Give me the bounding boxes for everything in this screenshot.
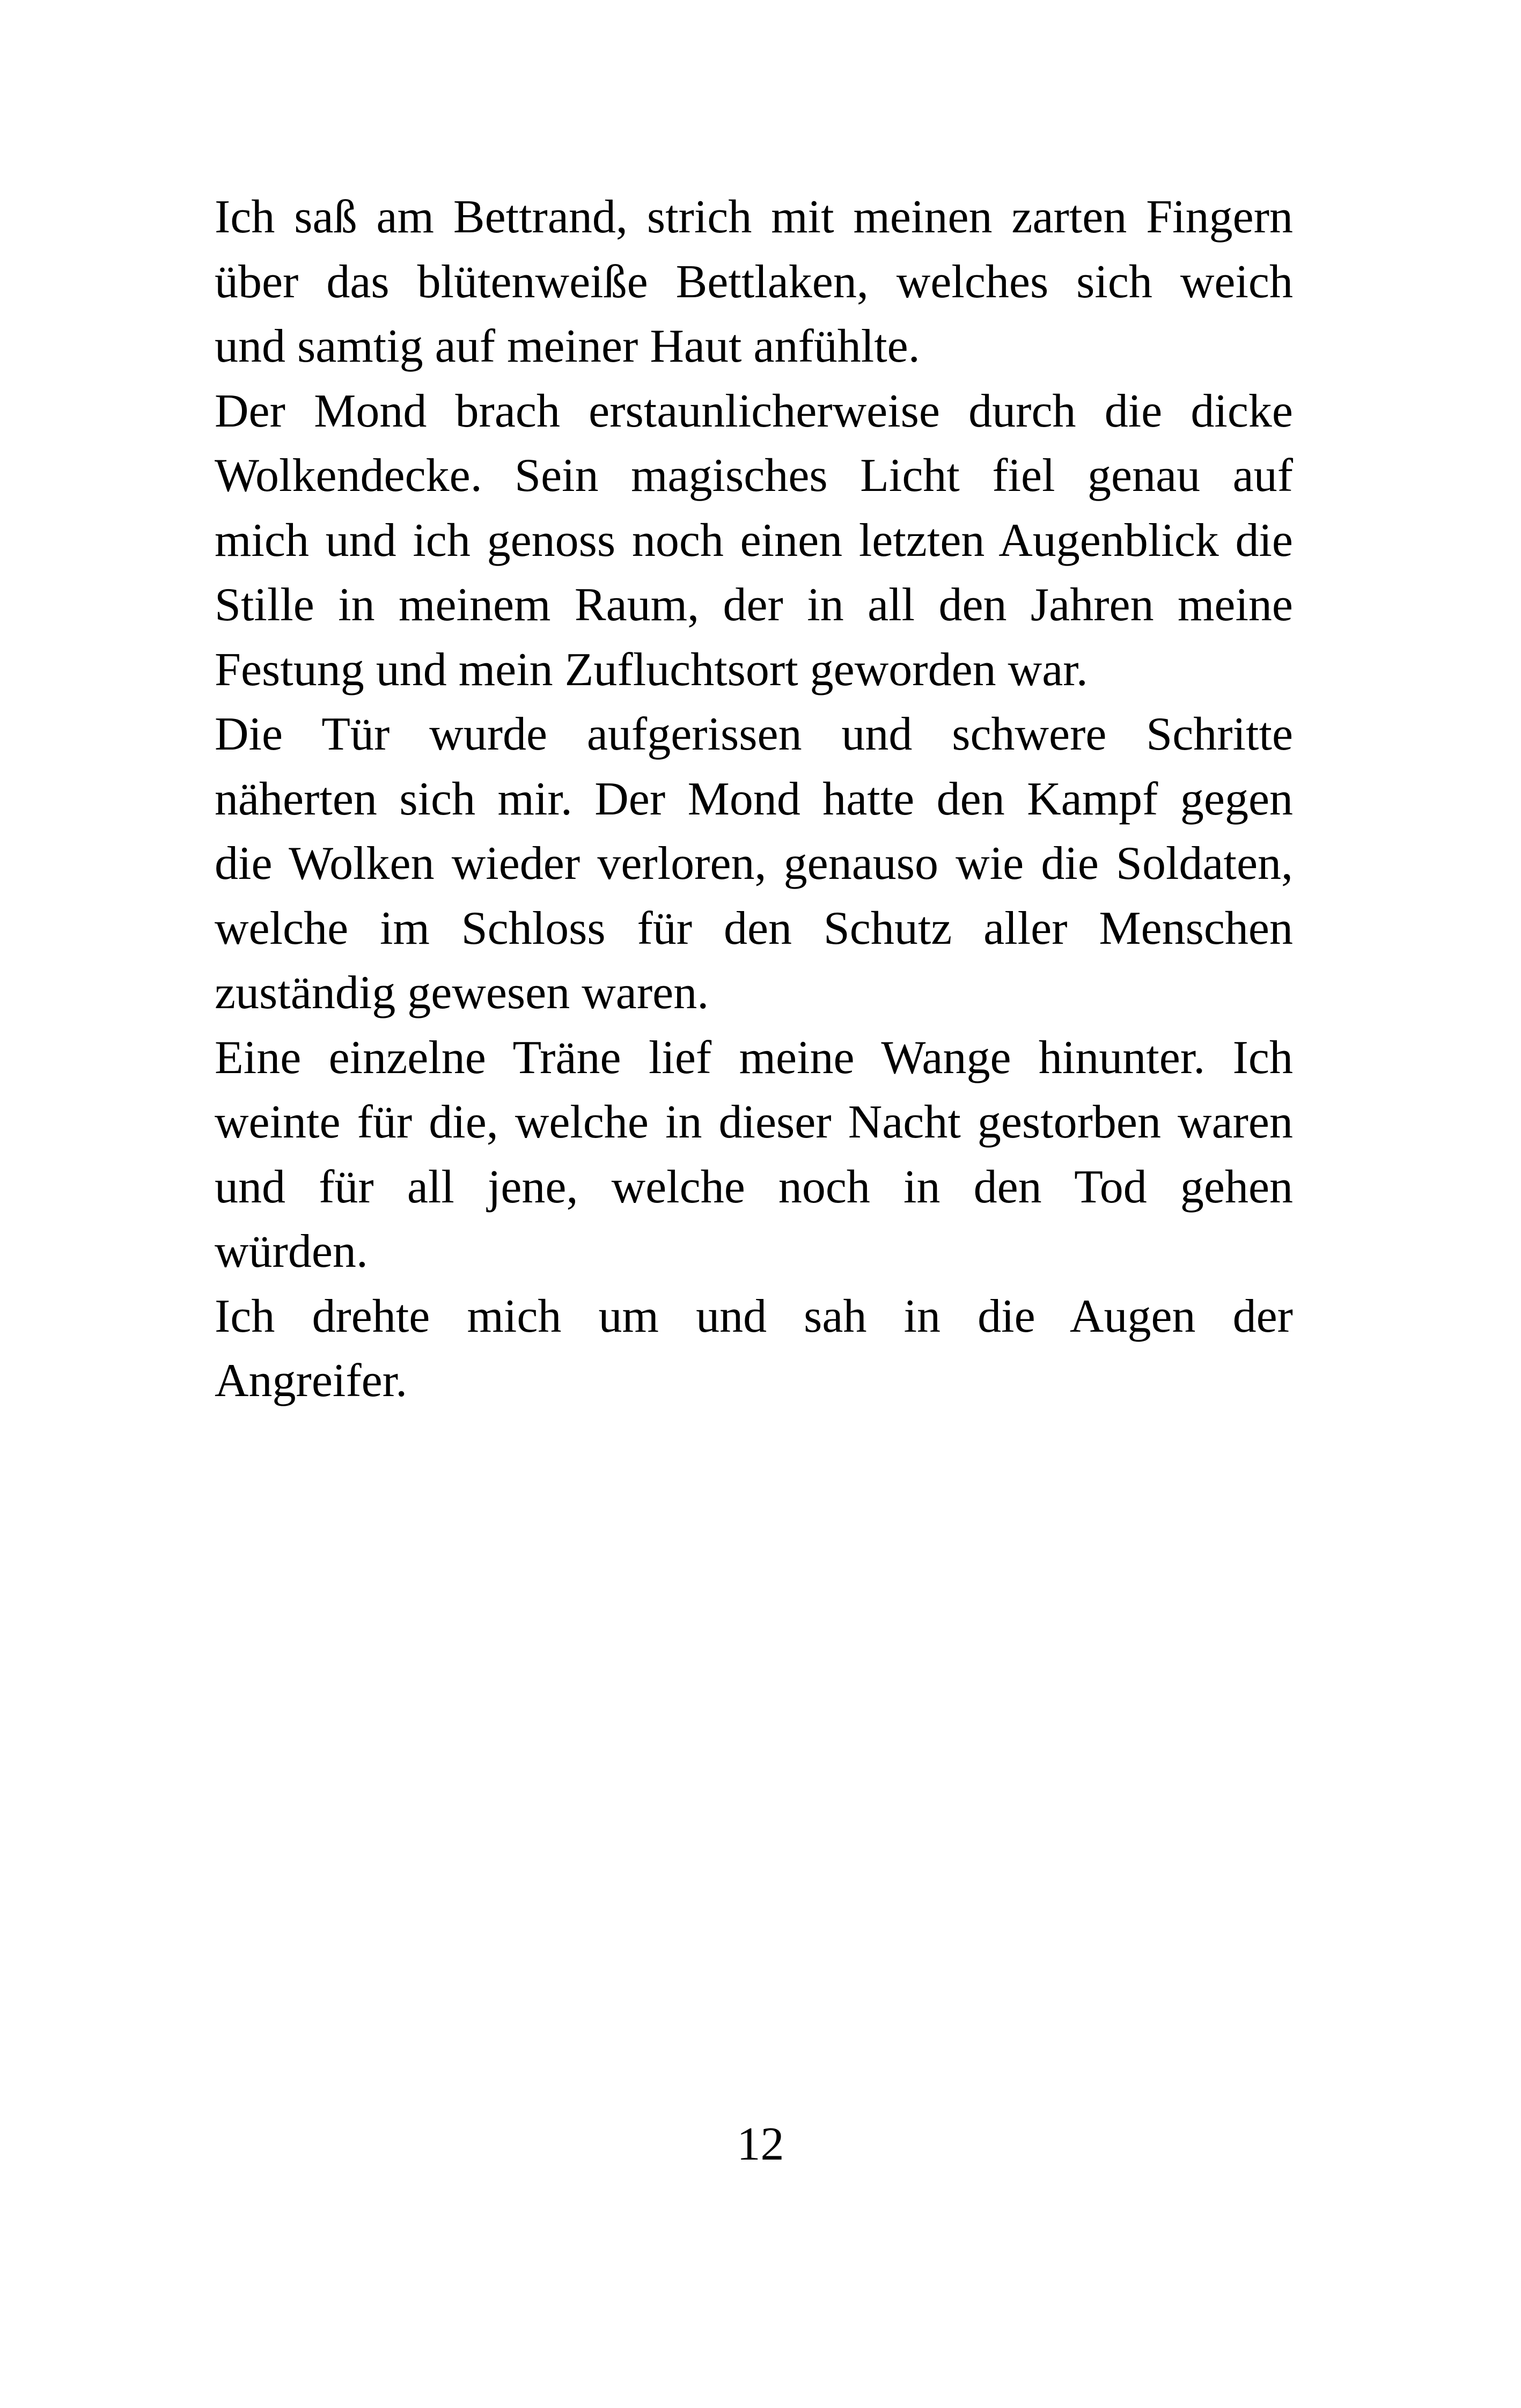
text-line: näherten sich mir. Der Mond hatte den Kampf gegen xyxy=(215,773,1293,825)
text-line: und für all jene, welche noch in den Tod gehen xyxy=(215,1161,1293,1213)
text-line: die Wolken wieder verloren, genauso wie die Soldaten, xyxy=(215,838,1293,890)
text-line: über das blütenweiße Bettlaken, welches sich weich xyxy=(215,255,1293,308)
text-line: Der Mond brach erstaunlicherweise durch die dicke xyxy=(215,385,1293,437)
text-line: Stille in meinem Raum, der in all den Jahren meine xyxy=(215,579,1293,631)
text-line: mich und ich genoss noch einen letzten Augenblick die xyxy=(215,514,1293,567)
paragraph-2 xyxy=(215,379,1293,703)
page-number: 12 xyxy=(737,2118,784,2170)
text-line: Ich drehte mich um und sah in die Augen der xyxy=(215,1290,1293,1342)
text-line: zuständig gewesen waren. xyxy=(215,967,709,1019)
paragraph-1 xyxy=(215,185,1293,379)
text-line: und samtig auf meiner Haut anfühlte. xyxy=(215,320,920,372)
text-line: Ich saß am Bettrand, strich mit meinen zarten Fingern xyxy=(215,191,1293,243)
text-line: Die Tür wurde aufgerissen und schwere Schritte xyxy=(215,708,1293,760)
text-line: welche im Schloss für den Schutz aller Menschen xyxy=(215,902,1293,955)
text-line: weinte für die, welche in dieser Nacht gestorben waren xyxy=(215,1096,1293,1148)
paragraph-5 xyxy=(215,1284,1293,1414)
text-line: Wolkendecke. Sein magisches Licht fiel genau auf xyxy=(215,450,1293,502)
text-line: Angreifer. xyxy=(215,1355,408,1407)
text-line: Festung und mein Zufluchtsort geworden war. xyxy=(215,643,1088,696)
text-line: Eine einzelne Träne lief meine Wange hinunter. Ich xyxy=(215,1031,1293,1084)
text-line: würden. xyxy=(215,1225,368,1278)
paragraph-4 xyxy=(215,1026,1293,1284)
body-text xyxy=(215,185,1293,1414)
paragraph-3 xyxy=(215,702,1293,1026)
